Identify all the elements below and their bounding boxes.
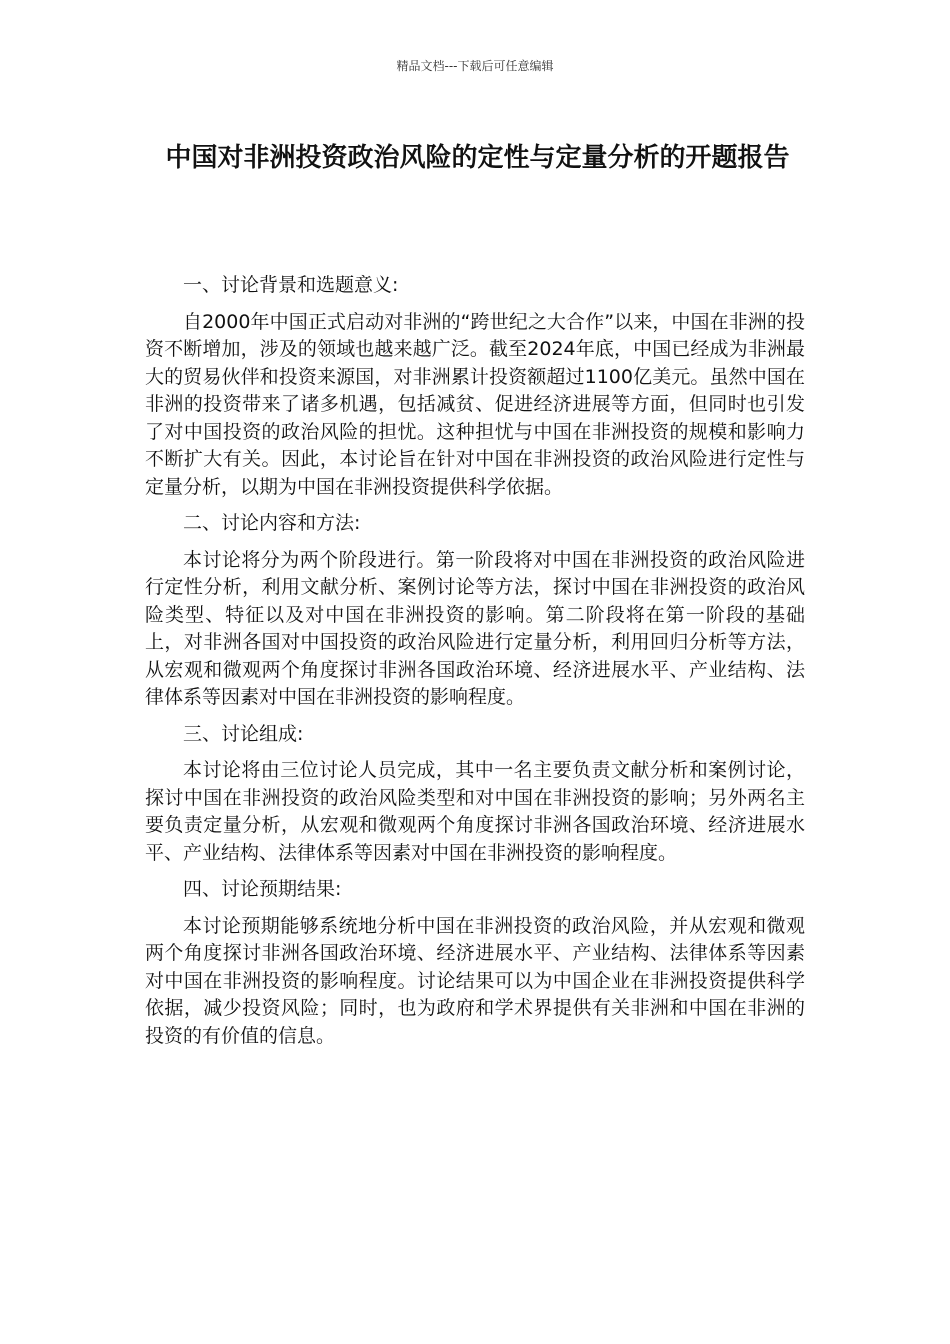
section-heading: 一、讨论背景和选题意义: bbox=[183, 274, 399, 296]
section-heading: 四、讨论预期结果: bbox=[183, 878, 342, 900]
document-body bbox=[145, 272, 805, 1059]
section-paragraph: 自2000年中国正式启动对非洲的“跨世纪之大合作”以来，中国在非洲的投资不断增加，涉及的领域也越来越广泛。截至2024年底，中国已经成为非洲最大的贸易伙伴和投资来源国，对非洲累计投资额超过1100亿美元。虽然中国在非洲的投资带来了诸多机遇，包括减贫、促进经济进展等方面，但同时也引发了对中国投资的政治风险的担忧。这种担忧与中国在非洲投资的规模和影响力不断扩大有关。因此，本讨论旨在针对中国在非洲投资的政治风险进行定性与定量分析，以期为中国在非洲投资提供科学依据。 bbox=[145, 310, 805, 498]
section-expected-results bbox=[145, 876, 805, 1050]
document-title: 中国对非洲投资政治风险的定性与定量分析的开题报告 bbox=[165, 143, 790, 173]
section-content-methods bbox=[145, 510, 805, 712]
section-paragraph: 本讨论将由三位讨论人员完成，其中一名主要负责文献分析和案例讨论，探讨中国在非洲投资的政治风险类型和对中国在非洲投资的影响；另外两名主要负责定量分析，从宏观和微观两个角度探讨非洲各国政治环境、经济进展水平、产业结构、法律体系等因素对中国在非洲投资的影响程度。 bbox=[145, 759, 805, 864]
section-team bbox=[145, 721, 805, 868]
section-background bbox=[145, 272, 805, 501]
section-paragraph: 本讨论预期能够系统地分析中国在非洲投资的政治风险，并从宏观和微观两个角度探讨非洲各国政治环境、经济进展水平、产业结构、法律体系等因素对中国在非洲投资的影响程度。讨论结果可以为中国企业在非洲投资提供科学依据，减少投资风险；同时，也为政府和学术界提供有关非洲和中国在非洲的投资的有价值的信息。 bbox=[145, 914, 805, 1047]
page-header: 精品文档---下载后可任意编辑 bbox=[396, 59, 554, 73]
section-heading: 三、讨论组成: bbox=[183, 722, 304, 745]
section-paragraph: 本讨论将分为两个阶段进行。第一阶段将对中国在非洲投资的政治风险进行定性分析，利用文献分析、案例讨论等方法，探讨中国在非洲投资的政治风险类型、特征以及对中国在非洲投资的影响。第二阶段将在第一阶段的基础上，对非洲各国对中国投资的政治风险进行定量分析，利用回归分析等方法，从宏观和微观两个角度探讨非洲各国政治环境、经济进展水平、产业结构、法律体系等因素对中国在非洲投资的影响程度。 bbox=[145, 548, 805, 708]
section-heading: 二、讨论内容和方法: bbox=[183, 512, 361, 534]
